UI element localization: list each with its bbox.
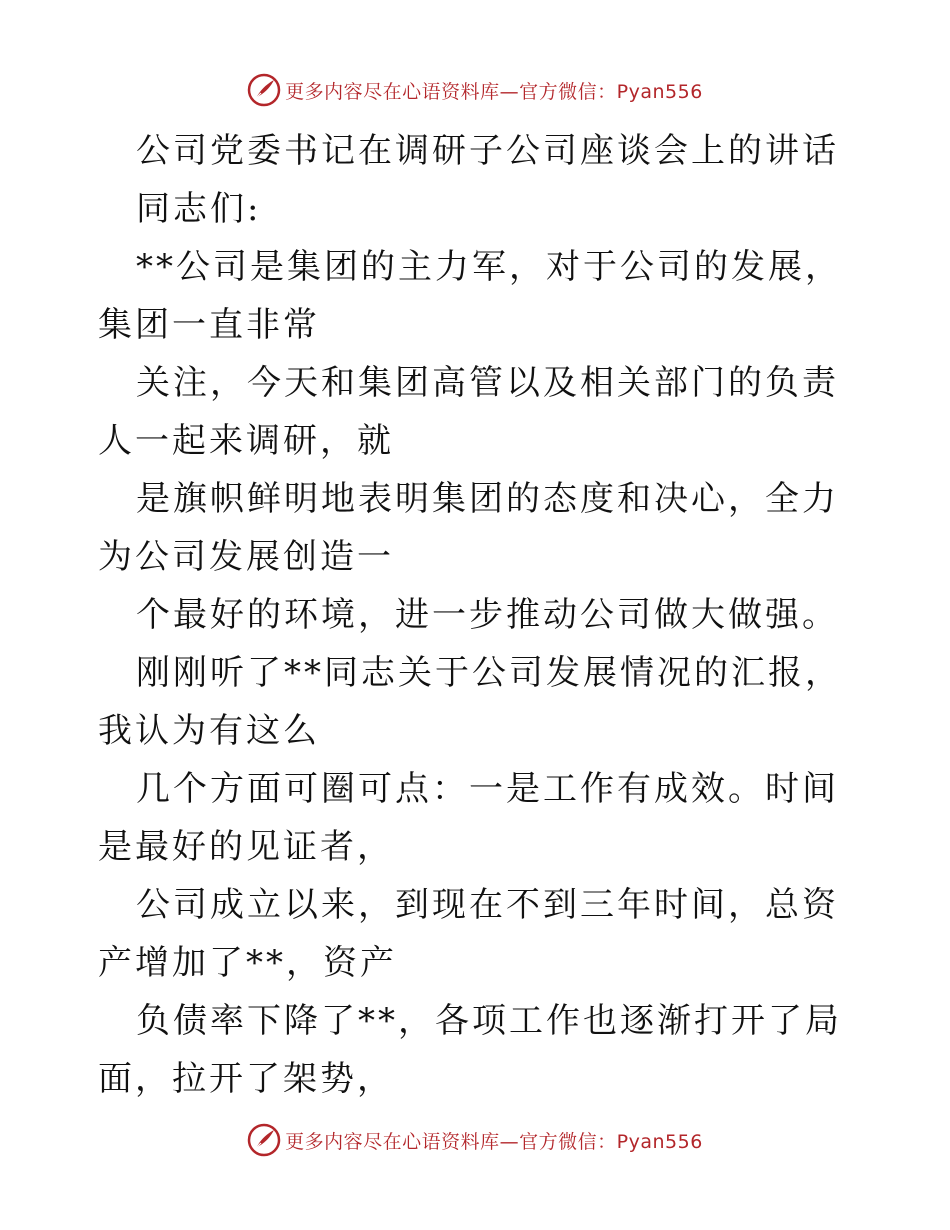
paragraph: 公司成立以来，到现在不到三年时间，总资产增加了**，资产: [98, 885, 839, 983]
paragraph: 刚刚听了**同志关于公司发展情况的汇报，我认为有这么: [98, 653, 842, 751]
footer-banner: [0, 1120, 950, 1160]
document-title: 公司党委书记在调研子公司座谈会上的讲话: [136, 131, 839, 171]
paragraph: 个最好的环境，进一步推动公司做大做强。: [136, 595, 839, 635]
paragraph: 几个方面可圈可点：一是工作有成效。时间是最好的见证者，: [98, 769, 839, 867]
quill-pen-logo-icon: [247, 1123, 281, 1157]
quill-pen-logo-icon: [247, 73, 281, 107]
paragraph: 负债率下降了**，各项工作也逐渐打开了局面，拉开了架势，: [98, 1001, 842, 1099]
banner-text: 更多内容尽在心语资料库—官方微信：Pyan556: [285, 80, 703, 103]
header-banner: [0, 70, 950, 110]
paragraph: **公司是集团的主力军，对于公司的发展，集团一直非常: [98, 247, 842, 345]
paragraph: 是旗帜鲜明地表明集团的态度和决心，全力为公司发展创造一: [98, 479, 839, 577]
banner-text: 更多内容尽在心语资料库—官方微信：Pyan556: [285, 1130, 703, 1153]
paragraph: 关注，今天和集团高管以及相关部门的负责人一起来调研，就: [98, 363, 839, 461]
document-body: [98, 122, 858, 1108]
paragraph: 同志们:: [136, 189, 262, 229]
